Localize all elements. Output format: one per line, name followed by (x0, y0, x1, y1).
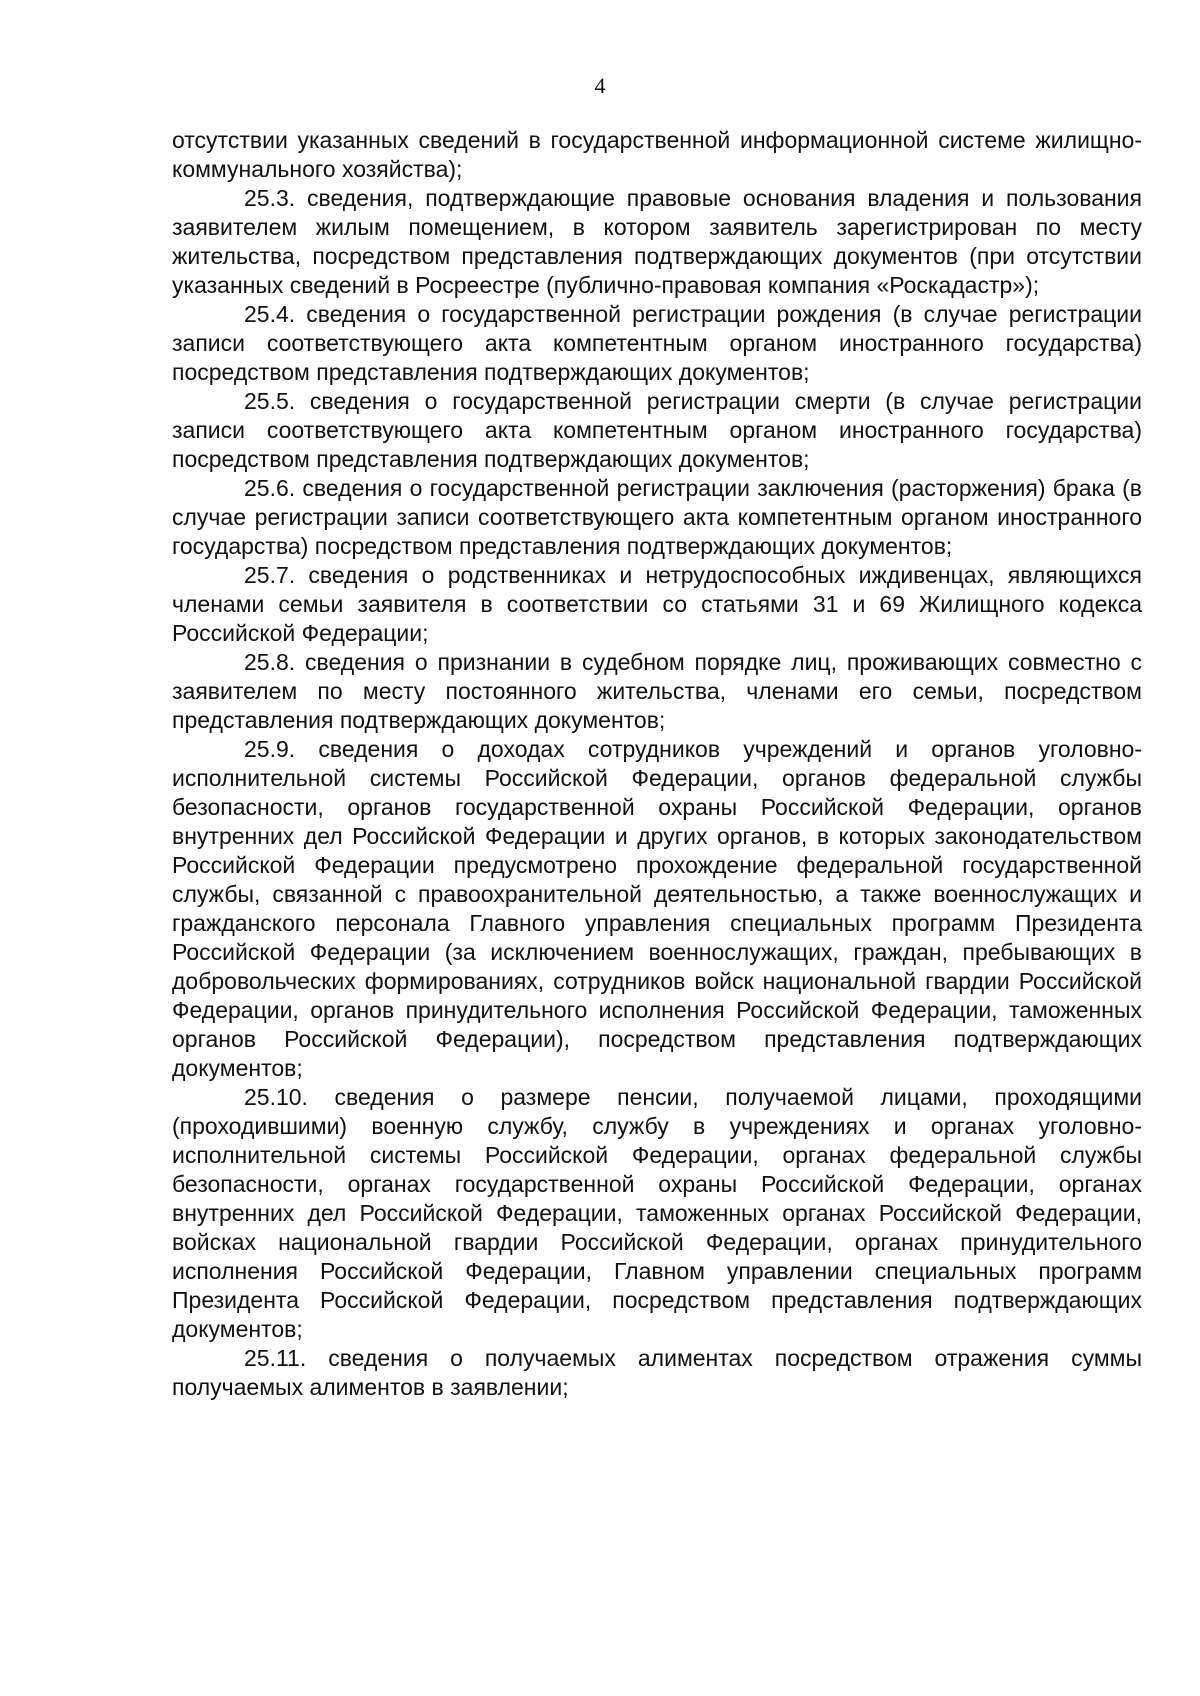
clause-text: сведения о признании в судебном порядке лиц, проживающих совместно с заявителем по месту постоянного жительства, членами его семьи, посредством представления подтверждающих документов; (172, 649, 1142, 733)
paragraph-continuation (172, 126, 1142, 184)
clause-text: сведения о государственной регистрации смерти (в случае регистрации записи соответствующего акта компетентным органом иностранного государства) посредством представления подтверждающих документов; (172, 388, 1142, 472)
clause-number: 25.9. (244, 736, 296, 762)
clause-number: 25.7. (244, 562, 296, 588)
clause-text: сведения о доходах сотрудников учреждений и органов уголовно-исполнительной системы Российской Федерации, органов федеральной службы безопасности, органов государственной охраны Российской Федерации, органов внутренних дел Российской Федерации и других органов, в которых законодательством Российской Федерации предусмотрено прохождение федеральной государственной службы, связанной с правоохранительной деятельностью, а также военнослужащих и гражданского персонала Главного управления специальных программ Президента Российской Федерации (за исключением военнослужащих, граждан, пребывающих в добровольческих формированиях, сотрудников войск национальной гвардии Российской Федерации, органов принудительного исполнения Российской Федерации, таможенных органов Российской Федерации), посредством представления подтверждающих документов; (172, 736, 1142, 1081)
clause-25-6 (172, 474, 1142, 561)
clause-25-7 (172, 561, 1142, 648)
clause-25-9 (172, 735, 1142, 1083)
clause-25-8 (172, 648, 1142, 735)
clause-text: сведения о родственниках и нетрудоспособных иждивенцах, являющихся членами семьи заявителя в соответствии со статьями 31 и 69 Жилищного кодекса Российской Федерации; (172, 562, 1142, 646)
clause-number: 25.8. (244, 649, 296, 675)
clause-text: сведения о размере пенсии, получаемой лицами, проходящими (проходившими) военную службу, службу в учреждениях и органах уголовно-исполнительной системы Российской Федерации, органах федеральной службы безопасности, органах государственной охраны Российской Федерации, органах внутренних дел Российской Федерации, таможенных органах Российской Федерации, войсках национальной гвардии Российской Федерации, органах принудительного исполнения Российской Федерации, Главном управлении специальных программ Президента Российской Федерации, посредством представления подтверждающих документов; (172, 1084, 1142, 1342)
clause-number: 25.5. (244, 388, 296, 414)
clause-text: сведения о получаемых алиментах посредством отражения суммы получаемых алиментов в заявлении; (172, 1345, 1142, 1400)
clause-number: 25.3. (244, 185, 296, 211)
document-body (172, 126, 1142, 1402)
page-number: 4 (594, 73, 606, 98)
clause-number: 25.10. (244, 1084, 308, 1110)
clause-25-3 (172, 184, 1142, 300)
clause-25-5 (172, 387, 1142, 474)
clause-number: 25.11. (244, 1345, 307, 1371)
paragraph-text: отсутствии указанных сведений в государственной информационной системе жилищно-коммунального хозяйства); (172, 127, 1142, 182)
clause-number: 25.4. (244, 301, 296, 327)
clause-25-10 (172, 1083, 1142, 1344)
clause-text: сведения о государственной регистрации заключения (расторжения) брака (в случае регистрации записи соответствующего акта компетентным органом иностранного государства) посредством представления подтверждающих документов; (172, 475, 1142, 559)
clause-number: 25.6. (244, 475, 296, 501)
clause-25-11 (172, 1344, 1142, 1402)
clause-text: сведения, подтверждающие правовые основания владения и пользования заявителем жилым помещением, в котором заявитель зарегистрирован по месту жительства, посредством представления подтверждающих документов (при отсутствии указанных сведений в Росреестре (публично-правовая компания «Роскадастр»); (172, 185, 1142, 298)
clause-text: сведения о государственной регистрации рождения (в случае регистрации записи соответствующего акта компетентным органом иностранного государства) посредством представления подтверждающих документов; (172, 301, 1142, 385)
clause-25-4 (172, 300, 1142, 387)
